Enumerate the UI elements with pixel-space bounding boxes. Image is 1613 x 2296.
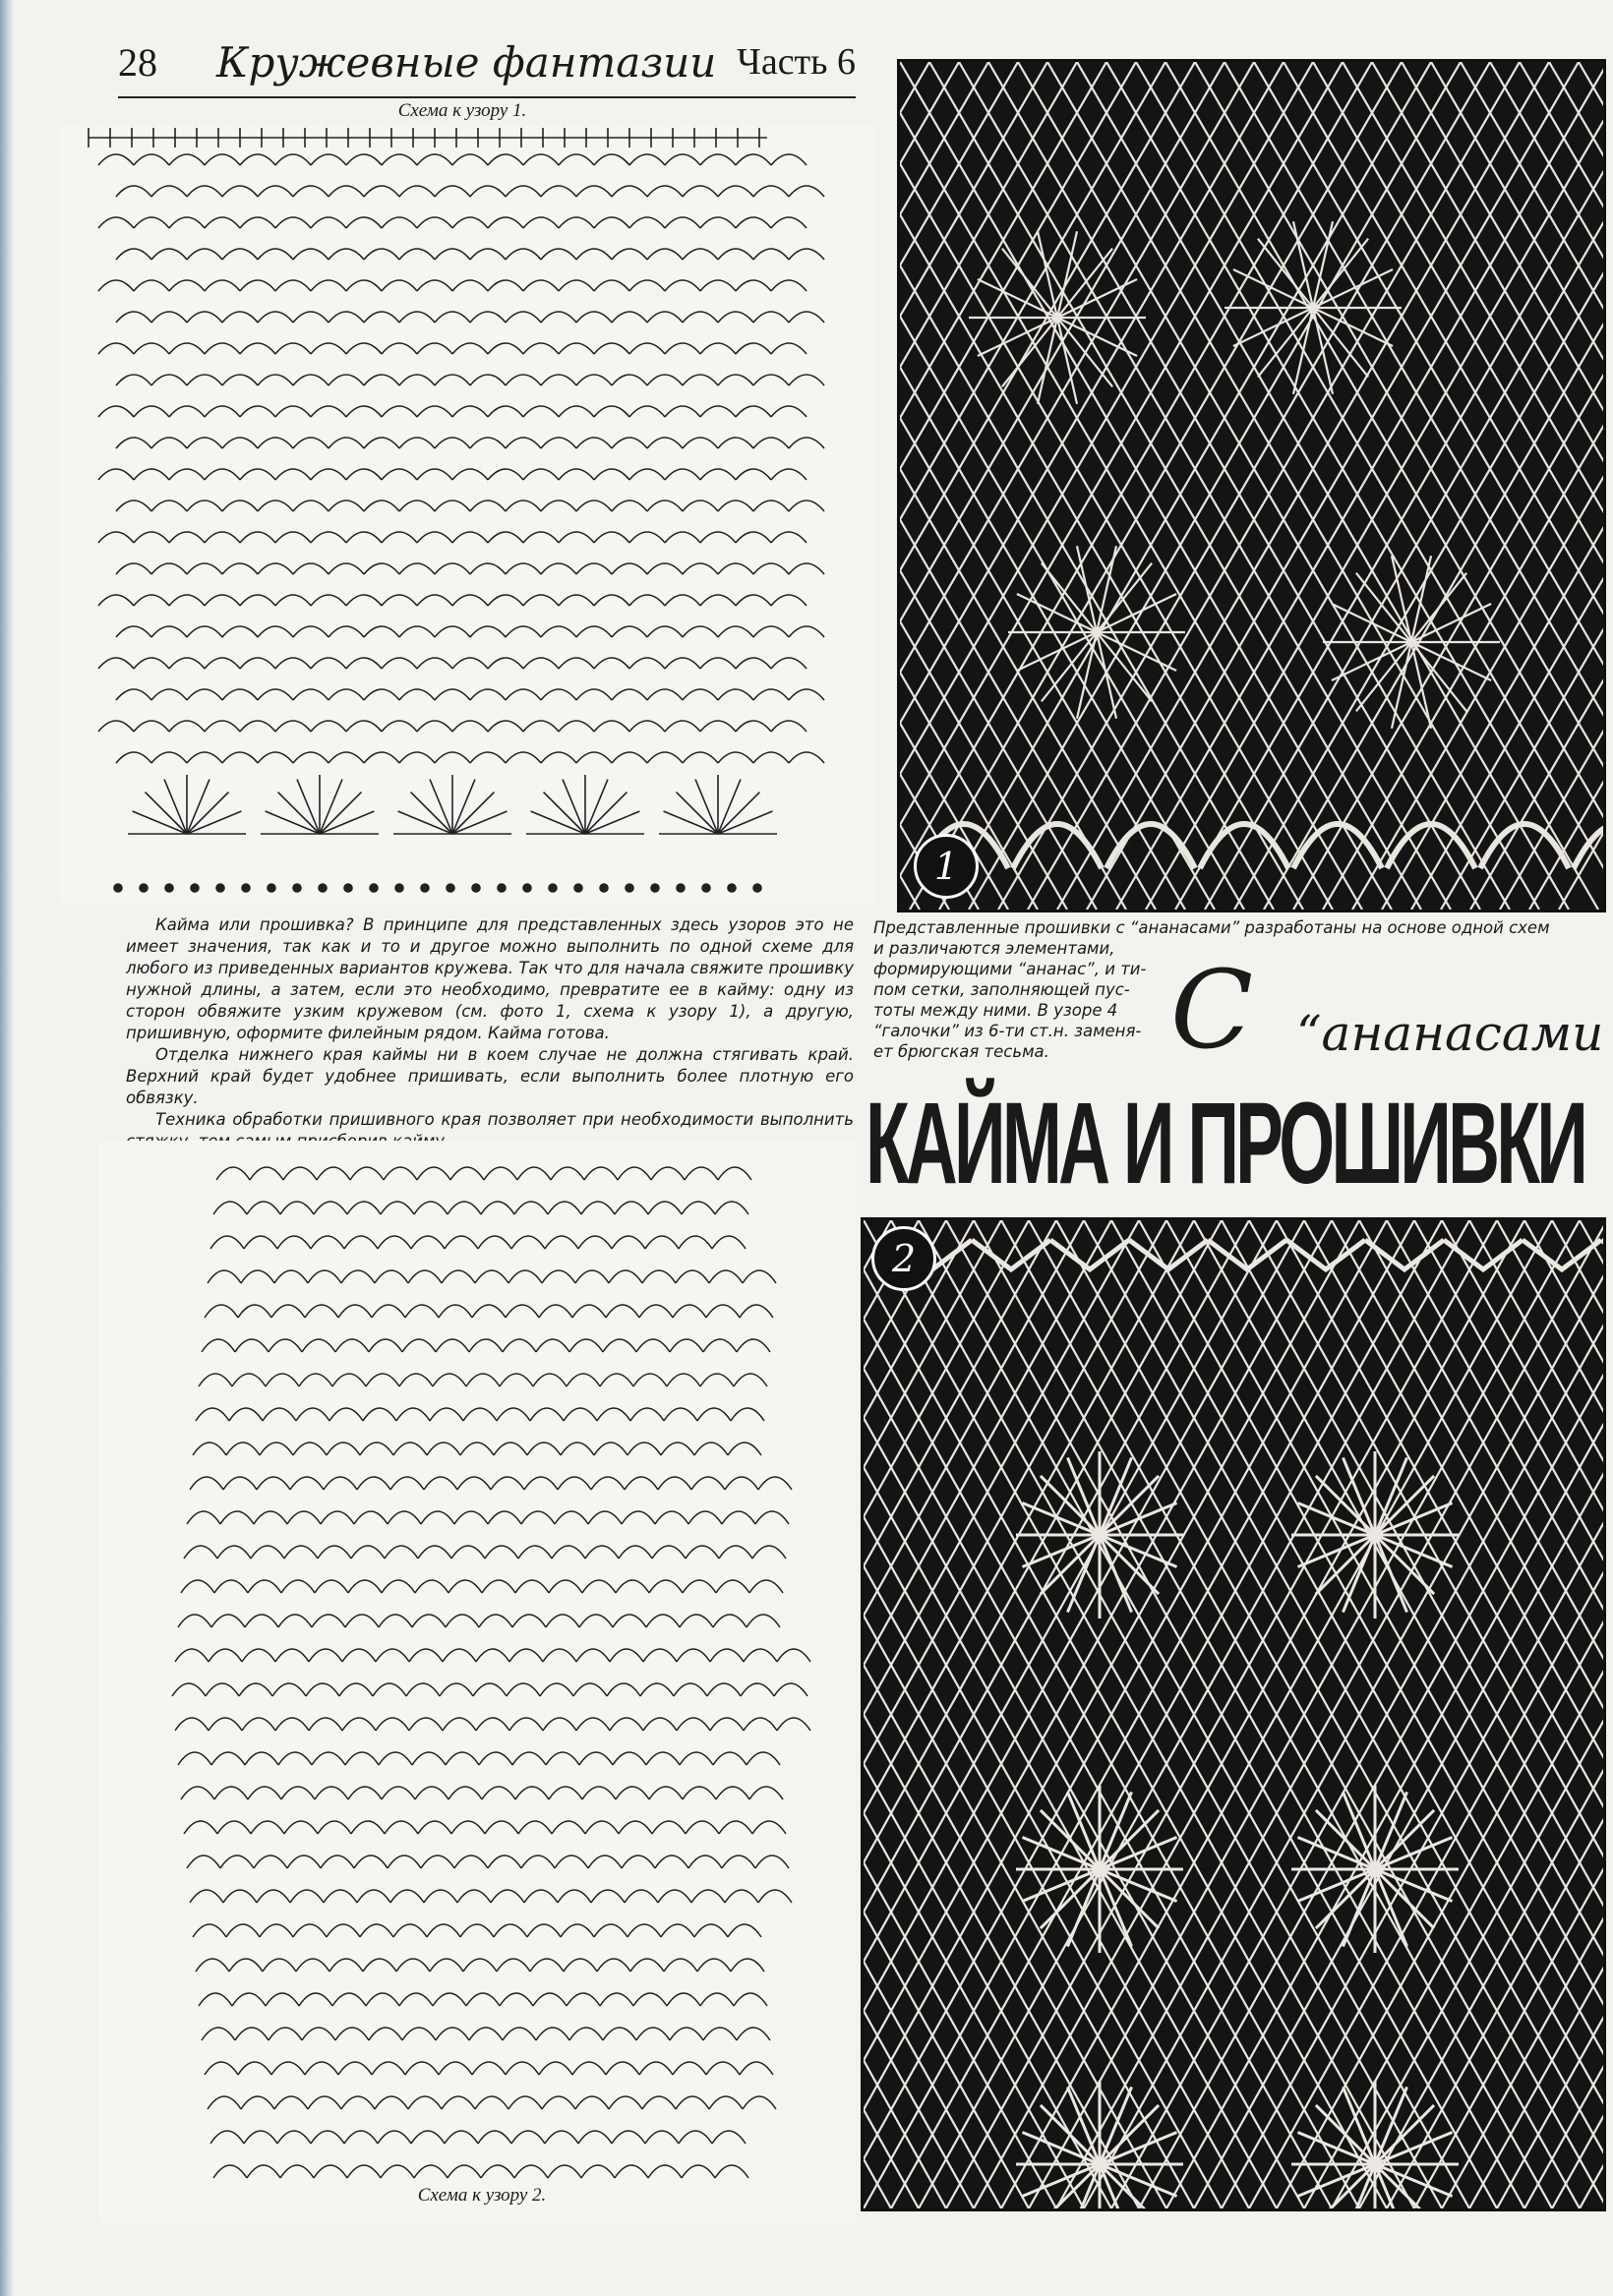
lace-photo-2 [861, 1217, 1606, 2211]
crochet-scheme-2 [98, 1141, 856, 2222]
paragraph-3: Техника обработки пришивного края позволяет при необходимости выполнить [155, 1110, 854, 1129]
photo2-number: 2 [871, 1226, 936, 1291]
photo2-lace [864, 1220, 1603, 2208]
right-line-6: “галочки” из 6-ти ст.н. заменя- [873, 1022, 1142, 1040]
paragraph-1: Кайма или прошивка? В принципе для представленных здесь узоров это не имеет значения, так как и то и другое можно выполнить по одной схеме для любого из приведенных вариантов кружева. Так что для начала свяжите прошивку нужной длины, а затем, если это необходимо, превратите ее в кайму: одну из сторон обвяжите узким кружевом (см. фото 1, схема к узору 1), а другую, пришивную, оформите филейным рядом. Кайма готова. [126, 915, 854, 1042]
right-article-text [873, 938, 1168, 1062]
page-spine [0, 0, 14, 2296]
right-text-first-line: Представленные прошивки с “ананасами” разработаны на основе одной схем [873, 918, 1550, 937]
right-line-4: пом сетки, заполняющей пус- [873, 980, 1130, 999]
right-line-3: формирующими “ананас”, и ти- [873, 960, 1147, 978]
scheme2-drawing [98, 1141, 856, 2222]
right-line-5: тоты между ними. В узоре 4 [873, 1001, 1118, 1020]
paragraph-2: Отделка нижнего края каймы ни в коем случае не должна стягивать край. Верхний край будет удобнее пришивать, если выполнить более плотную его обвязку. [126, 1045, 854, 1107]
magazine-title: Кружевные фантазии [216, 37, 717, 87]
photo1-lace [900, 62, 1603, 910]
title-subtitle: “ананасами [1296, 1005, 1604, 1062]
photo1-number: 1 [914, 834, 979, 899]
scheme1-caption: Схема к узору 1. [397, 100, 527, 121]
lace-photo-1 [897, 59, 1606, 913]
title-initial-letter: С [1170, 947, 1254, 1073]
page-headline: КАЙМА И ПРОШИВКИ [866, 1079, 1585, 1208]
crochet-scheme-1 [59, 126, 875, 903]
scheme1-drawing [59, 126, 875, 903]
scheme2-caption: Схема к узору 2. [417, 2185, 547, 2206]
right-line-7: ет брюгская тесьма. [873, 1042, 1049, 1061]
left-article-text [126, 914, 854, 1152]
page-number: 28 [118, 39, 157, 85]
right-line-2: и различаются элементами, [873, 939, 1115, 958]
page-header [118, 28, 856, 98]
issue-label: Часть 6 [737, 41, 856, 83]
